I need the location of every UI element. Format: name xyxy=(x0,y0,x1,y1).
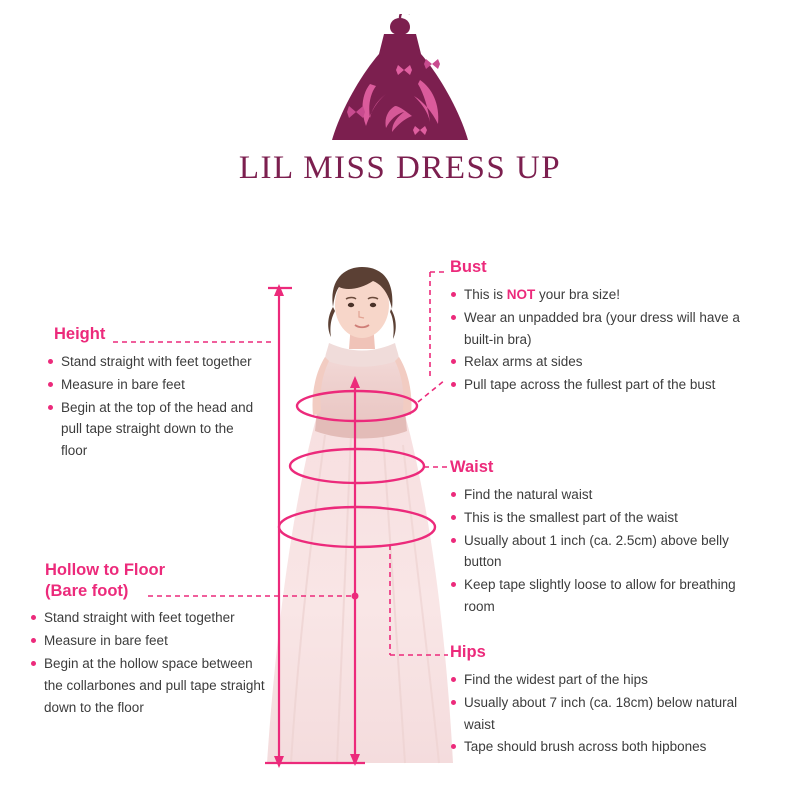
list-item: Measure in bare feet xyxy=(30,630,265,652)
list-item: Wear an unpadded bra (your dress will have a built-in bra) xyxy=(450,307,770,351)
list-item: This is NOT your bra size! xyxy=(450,284,770,306)
annotation-hollow-to-floor-title xyxy=(45,560,265,601)
annotation-hollow-to-floor xyxy=(30,560,265,720)
list-item: Find the natural waist xyxy=(450,484,770,506)
list-item: Begin at the top of the head and pull tape straight down to the floor xyxy=(47,397,262,463)
annotation-hips-title: Hips xyxy=(450,643,486,661)
brand-name: LIL MISS DRESS UP xyxy=(238,150,562,186)
annotation-waist xyxy=(450,458,770,619)
list-item: Relax arms at sides xyxy=(450,351,770,373)
list-item: Stand straight with feet together xyxy=(30,607,265,629)
list-item: Usually about 1 inch (ca. 2.5cm) above belly button xyxy=(450,530,770,574)
annotation-hollow-title-line2: (Bare foot) xyxy=(45,581,129,600)
dress-logo-icon xyxy=(300,14,500,144)
annotation-hollow-list xyxy=(30,607,265,718)
annotation-height xyxy=(47,325,262,463)
annotation-waist-title: Waist xyxy=(450,458,494,476)
brand-header xyxy=(0,14,800,187)
annotation-bust xyxy=(450,258,770,397)
annotation-height-list xyxy=(47,351,262,462)
annotation-waist-list xyxy=(450,484,770,618)
list-item: Stand straight with feet together xyxy=(47,351,262,373)
list-item: Find the widest part of the hips xyxy=(450,669,770,691)
annotation-height-title: Height xyxy=(54,325,106,343)
annotation-bust-title: Bust xyxy=(450,258,487,276)
annotation-hips-list xyxy=(450,669,770,758)
bust-emphasis: NOT xyxy=(506,286,536,302)
list-item: This is the smallest part of the waist xyxy=(450,507,770,529)
list-item: Keep tape slightly loose to allow for breathing room xyxy=(450,574,770,618)
list-item: Tape should brush across both hipbones xyxy=(450,736,770,758)
list-item: Measure in bare feet xyxy=(47,374,262,396)
list-item: Pull tape across the fullest part of the bust xyxy=(450,374,770,396)
annotation-hollow-title-line1: Hollow to Floor xyxy=(45,561,166,579)
list-item: Usually about 7 inch (ca. 18cm) below natural waist xyxy=(450,692,770,736)
girl-in-pink-dress-photo xyxy=(255,265,465,765)
annotation-hips xyxy=(450,643,770,759)
annotation-bust-list xyxy=(450,284,770,396)
list-item: Begin at the hollow space between the collarbones and pull tape straight down to the floor xyxy=(30,653,265,719)
